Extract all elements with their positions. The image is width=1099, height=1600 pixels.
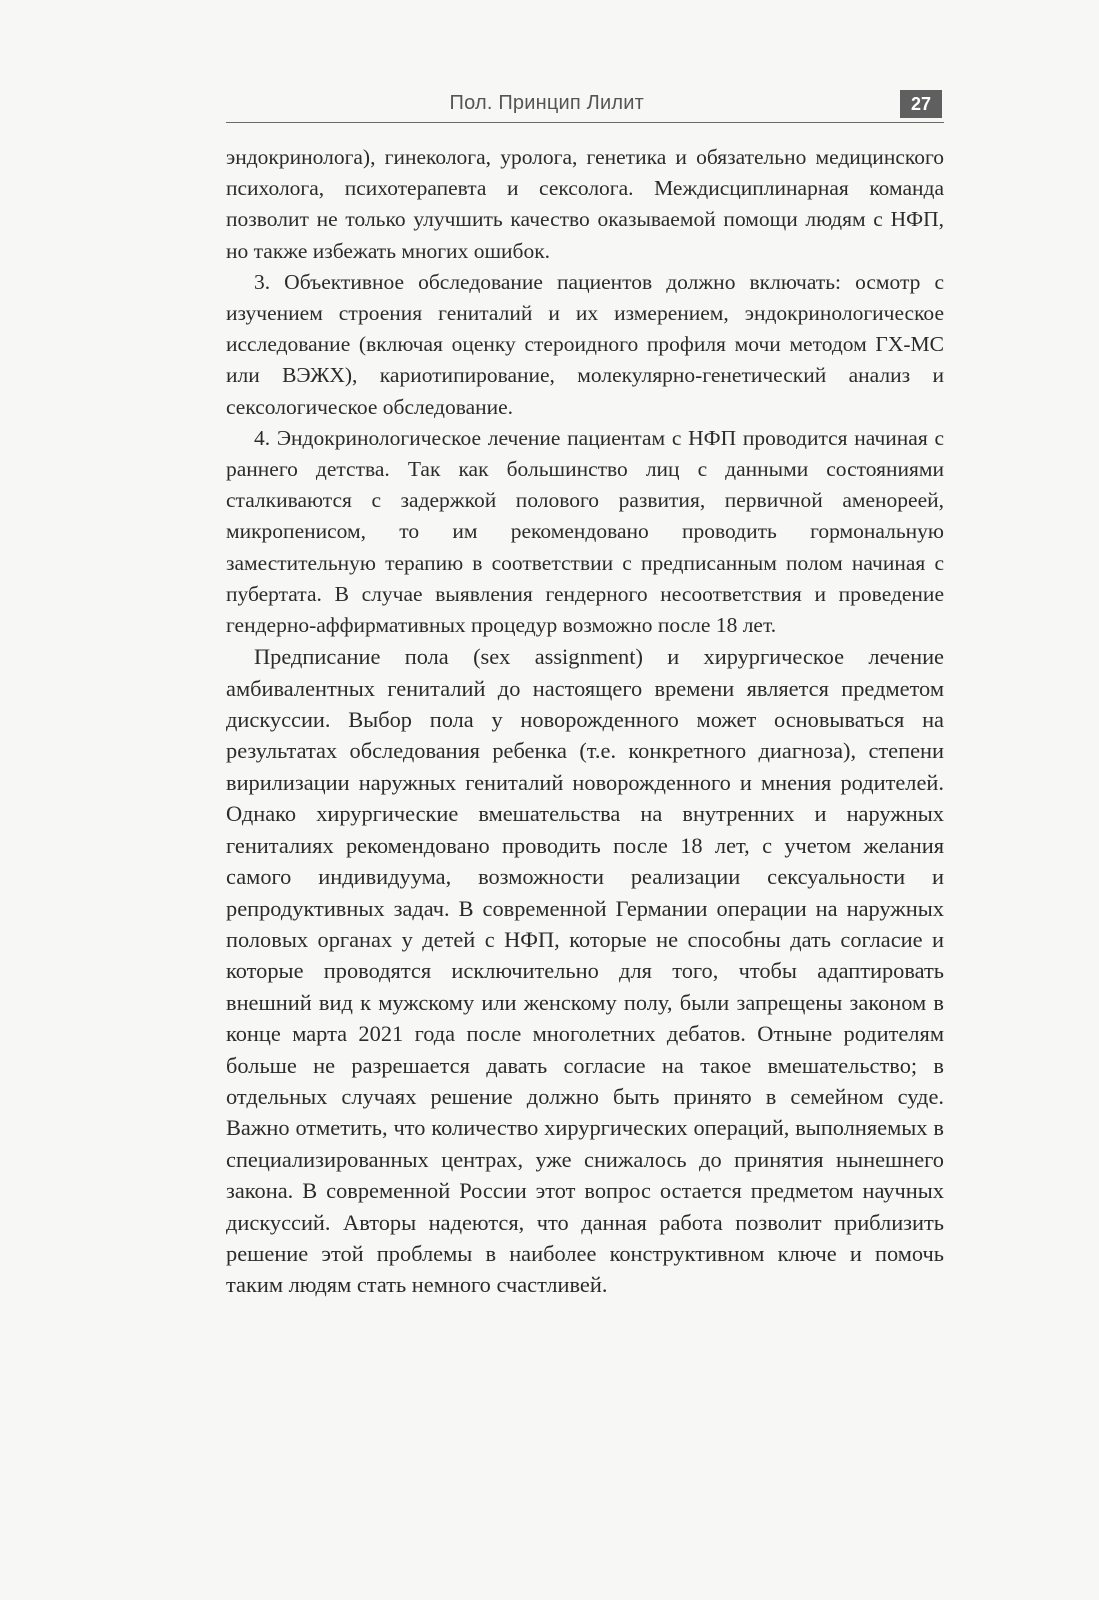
page-number: 27: [900, 90, 942, 118]
paragraph-sex-assignment: Предписание пола (sex assignment) и хирургическое лечение амбивалентных гениталий до настоящего времени является предметом дискуссии. Выбор пола у новорожденного может основываться на результатах обследования ребенка (т.е. конкретного диагноза), степени вирилизации наружных гениталий новорожденного и мнения родителей. Однако хирургические вмешательства на внутренних и наружных гениталиях рекомендовано проводить после 18 лет, с учетом желания самого индивидуума, возможности реализации сексуальности и репродуктивных задач. В современной Германии операции на наружных половых органах у детей с НФП, которые не способны дать согласие и которые проводятся исключительно для того, чтобы адаптировать внешний вид к мужскому или женскому полу, были запрещены законом в конце марта 2021 года после многолетних дебатов. Отныне родителям больше не разрешается давать согласие на такое вмешательство; в отдельных случаях решение должно быть принято в семейном суде. Важно отметить, что количество хирургических операций, выполняемых в специализированных центрах, уже снижалось до принятия нынешнего закона. В современной России этот вопрос остается предметом научных дискуссий. Авторы надеются, что данная работа позволит приблизить решение этой проблемы в наиболее конструктивном ключе и помочь таким людям стать немного счастливей.: [226, 644, 944, 1298]
paragraph-item-3: 3. Объективное обследование пациентов должно включать: осмотр с изучением строения гениталий и их измерением, эндокринологическое исследование (включая оценку стероидного профиля мочи методом ГХ-МС или ВЭЖХ), кариотипирование, молекулярно-генетический анализ и сексологическое обследование.: [226, 269, 944, 419]
paragraph-item-4: 4. Эндокринологическое лечение пациентам с НФП проводится начиная с раннего детства. Так как большинство лиц с данными состояниями сталкиваются с задержкой полового развития, первичной аменореей, микропенисом, то им рекомендовано проводить гормональную заместительную терапию в соответствии с предписанным полом начиная с пубертата. В случае выявления гендерного несоответствия и проведение гендерно-аффирмативных процедур возможно после 18 лет.: [226, 425, 944, 638]
paragraph-continuation: эндокринолога), гинеколога, уролога, генетика и обязательно медицинского психолога, психотерапевта и сексолога. Междисциплинарная команда позволит не только улучшить качество оказываемой помощи людям с НФП, но также избежать многих ошибок.: [226, 145, 944, 263]
page-header: [226, 88, 944, 123]
body-text: [226, 142, 944, 1301]
running-title: Пол. Принцип Лилит: [449, 92, 644, 114]
